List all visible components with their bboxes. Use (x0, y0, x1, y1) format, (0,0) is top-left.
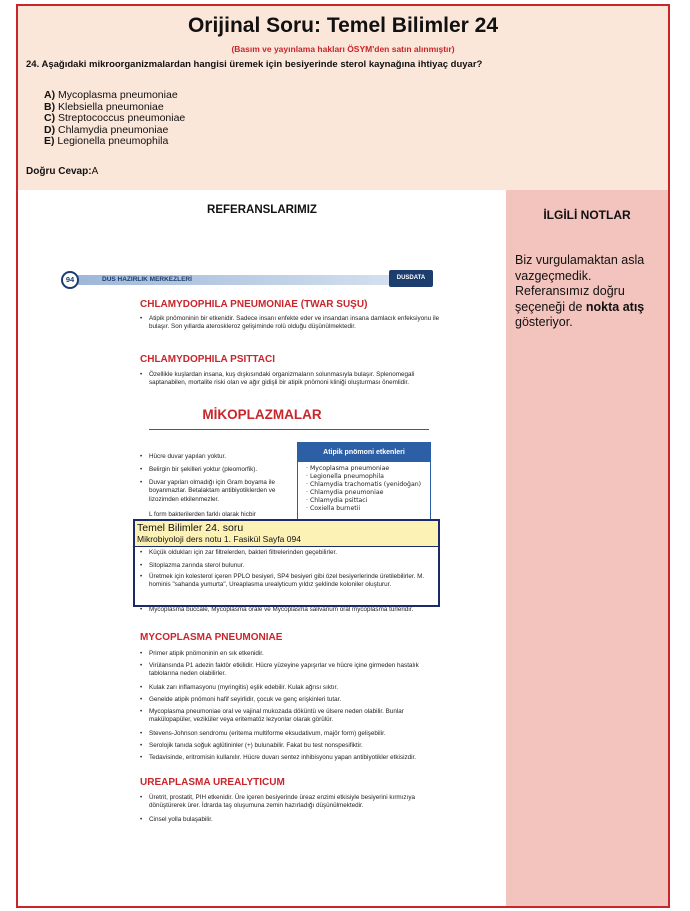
bullet-item: • Duvar yapıları olmadığı için Gram boyama ile boyanmazlar. Betalaktam antibiyotiklerden ve lizozimden etkilenmezler. (149, 479, 299, 504)
chapter-divider (149, 429, 429, 430)
bullet-item: • L form bakterilerden farklı olarak hicbir (149, 511, 299, 519)
bullet-item: • Atipik pnömoninin bir etkenidir. Sadece insanı enfekte eder ve insandan insana damlacık enfeksiyonu ile bulaşır. Son yıllarda ateroskleroz gelişiminde rolü olduğu düşünülmektedir. (149, 315, 441, 332)
textbook-page (18, 190, 506, 906)
section-title: CHLAMYDOPHILA PNEUMONIAE (TWAR SUŞU) (140, 299, 368, 310)
references-column (18, 190, 506, 906)
notes-title: İLGİLİ NOTLAR (543, 208, 631, 222)
bullet-item: • Virülansında P1 adezin faktör etkilidir. Hücre yüzeyine yapışırlar ve hücre içine girmeden hastalık tablolarına neden olabilirler. (149, 662, 441, 679)
bullet-item: • Mycoplasma buccale, Mycoplasma orale ve Mycoplasma salivarium oral mycoplasma türleridir. (149, 606, 441, 614)
page-header-text: DUS HAZIRLIK MERKEZLERİ (102, 276, 192, 283)
question-text: 24. Aşağıdaki mikroorganizmalardan hangisi üremek için besiyerinde sterol kaynağına ihtiyaç duyar? (26, 59, 483, 70)
option-a: A) Mycoplasma pneumoniae (44, 89, 178, 101)
page-title: Orijinal Soru: Temel Bilimler 24 (187, 14, 499, 37)
section-title: CHLAMYDOPHILA PSITTACI (140, 354, 275, 365)
popup-header (135, 521, 438, 547)
box-item: · Coxiella burnetii (306, 505, 430, 513)
bullet-item: • Mycoplasma pneumoniae oral ve vajinal mukozada döküntü ve ülsere neden olabilir. Bunlar makülopapüler, veziküler veya eritematöz lezyonlar olarak görülür. (149, 708, 441, 725)
box-list (298, 462, 430, 514)
bullet-item: • Belirgin bir şekilleri yoktur (pleomorfik). (149, 466, 299, 474)
box-item: · Legionella pneumophila (306, 473, 430, 481)
question-panel (18, 6, 668, 190)
bullet-item: • Hücre duvar yapıları yoktur. (149, 453, 299, 461)
bullet-item: • Küçük oldukları için zar filtrelerden, bakteri filtrelerinden geçebilirler. (149, 549, 441, 557)
copyright-notice: (Basım ve yayınlama hakları ÖSYM'den satın alınmıştır) (231, 44, 455, 54)
page-number: 94 (61, 271, 79, 289)
bullet-item: • Genelde atipik pnömoni hafif seyirlidir, çocuk ve genç erişkinleri tutar. (149, 696, 441, 704)
section-title: MYCOPLASMA PNEUMONIAE (140, 632, 283, 643)
page-frame (16, 4, 670, 908)
chapter-title: MİKOPLAZMALAR (202, 407, 322, 422)
popup-subtitle: Mikrobiyoloji ders notu 1. Fasikül Sayfa 094 (137, 534, 301, 544)
references-title: REFERANSLARIMIZ (207, 204, 317, 216)
atypical-pneumonia-box (297, 442, 431, 528)
option-d: D) Chlamydia pneumoniae (44, 123, 169, 136)
section-title: UREAPLASMA UREALYTICUM (140, 777, 285, 788)
bullet-item: • Sitoplazma zarında sterol bulunur. (149, 562, 441, 570)
option-b: B) Klebsiella pneumoniae (44, 100, 164, 113)
notes-column (506, 190, 668, 906)
box-title: Atipik pnömoni etkenleri (298, 443, 430, 462)
box-item: · Chlamydia psittaci (306, 497, 430, 505)
bullet-item: • Özellikle kuşlardan insana, kuş dışkısındaki organizmaların solunmasıyla bulaşır. Splenomegali saptanabilen, mortalite riski olan ve ağır gidişli bir atipik pnömoni kliniği oluşturması önemlidir. (149, 371, 441, 388)
bullet-item: • Tedavisinde, eritromisin kullanılır. Hücre duvarı sentez inhibisyonu yapan antibiyotikler etkisizdir. (149, 754, 441, 762)
box-item: · Chlamydia pneumoniae (306, 489, 430, 497)
bullet-item: • Stevens-Johnson sendromu (eritema multiforme eksudativum, majör form) gelişebilir. (149, 730, 441, 738)
bullet-item: • Üretmek için kolesterol içeren PPLO besiyeri, SP4 besiyeri gibi özel besiyerlerinde üretilebilirler. M. hominis "sahanda yumurta", Ureaplasma urealyticum yıldız şeklinde koloniler oluşturur. (149, 573, 441, 590)
option-c: C) Streptococcus pneumoniae (44, 112, 186, 125)
notes-text: Biz vurgulamaktan asla vazgeçmedik. Referansımız doğru şeçeneği de nokta atış gösteriyor. (515, 253, 645, 329)
bullet-item: • Kulak zarı inflamasyonu (myringitis) eşlik edebilir. Kulak ağrısı sıktır. (149, 684, 441, 692)
bullet-item: • Serolojik tanıda soğuk aglütininler (+) bulunabilir. Fakat bu test nonspesifiktir. (149, 742, 441, 750)
answer-options (44, 90, 185, 148)
popup-title: Temel Bilimler 24. soru (137, 522, 244, 534)
bullet-item: • Cinsel yolla bulaşabilir. (149, 816, 441, 824)
box-item: · Mycoplasma pneumoniae (306, 465, 430, 473)
option-e: E) Legionella pneumophila (44, 135, 169, 148)
dusdata-logo: DUSDATA (389, 270, 433, 287)
box-item: · Chlamydia trachomatis (yenidoğan) (306, 481, 430, 489)
correct-answer: Doğru Cevap:A (26, 166, 99, 177)
reference-popup (133, 519, 440, 607)
bullet-item: • Primer atipik pnömoninin en sık etkenidir. (149, 650, 441, 658)
bullet-item: • Üretrit, prostatit, PIH etkenidir. Üre içeren besiyerinde üreaz enzimi etkisiyle besiyerini kırmızıya dönüştürerek ürer. İdrarda taş oluşumuna zemin hazırladığı düşünülmektedir. (149, 794, 441, 811)
